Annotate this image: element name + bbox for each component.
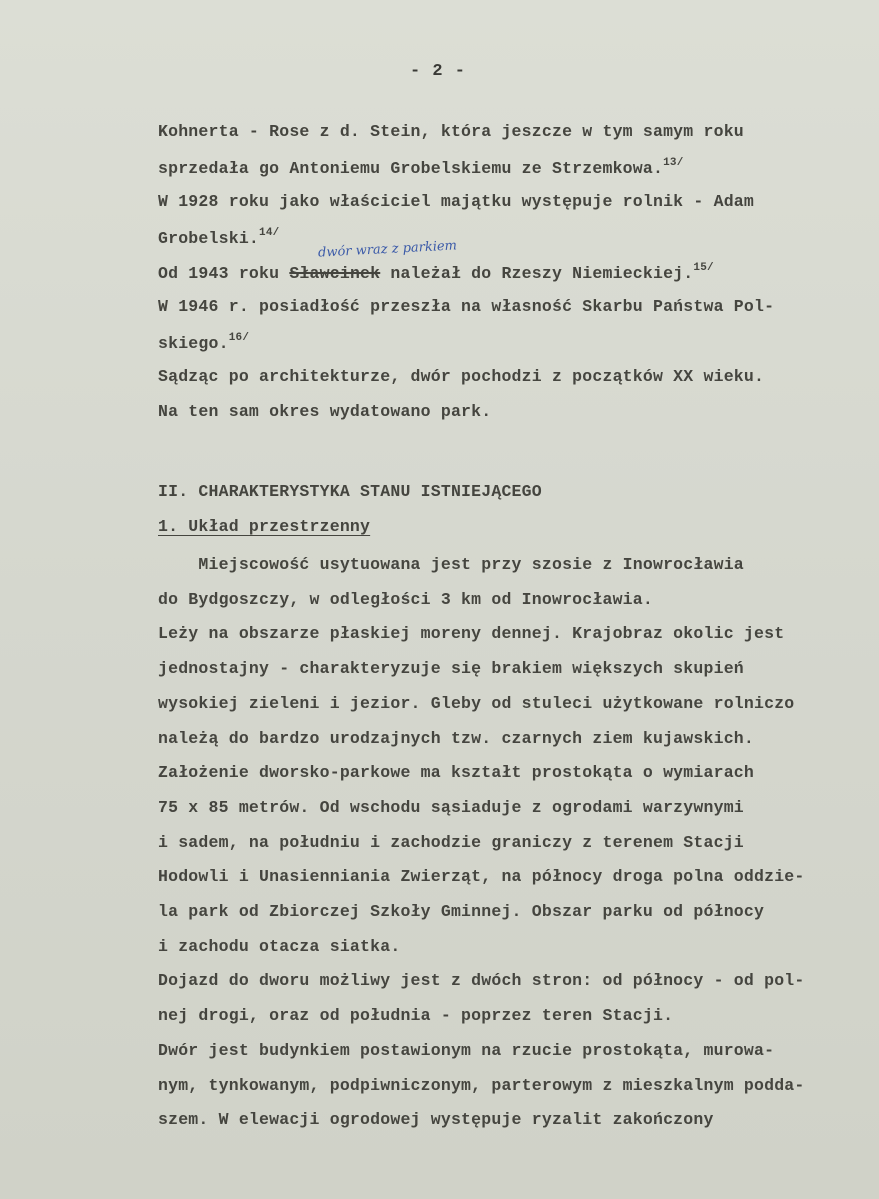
- text-line: W 1928 roku jako właściciel majątku występuje rolnik - Adam: [158, 192, 754, 211]
- text-line: Od 1943 roku Sławcinek należał do Rzeszy Niemieckiej.$^{15/}$: [158, 262, 714, 283]
- text-line: skiego.$^{16/}$: [158, 332, 250, 353]
- body-line: Założenie dworsko-parkowe ma kształt prostokąta o wymiarach: [158, 763, 754, 783]
- text-line: Grobelski.$^{14/}$: [158, 227, 280, 248]
- section-heading: II. CHARAKTERYSTYKA STANU ISTNIEJĄCEGO: [158, 482, 542, 501]
- body-line: i sadem, na południu i zachodzie graniczy z terenem Stacji: [158, 832, 744, 852]
- handwritten-insert: dwór wraz z parkiem: [317, 238, 458, 261]
- footnote-ref: 14/: [259, 227, 280, 239]
- body-line: nej drogi, oraz od południa - poprzez teren Stacji.: [158, 1006, 674, 1026]
- body-line: Hodowli i Unasienniania Zwierząt, na północy droga polna oddzie-: [158, 867, 805, 887]
- body-line: nym, tynkowanym, podpiwniczonym, parterowym z mieszkalnym podda-: [158, 1075, 805, 1095]
- subsection-heading: 1. Układ przestrzenny: [158, 517, 371, 536]
- body-line: la park od Zbiorczej Szkoły Gminnej. Obszar parku od północy: [158, 902, 765, 921]
- text-line: W 1946 r. posiadłość przeszła na własność Skarbu Państwa Pol-: [158, 297, 775, 316]
- body-line: Dwór jest budynkiem postawionym na rzucie prostokąta, murowa-: [158, 1040, 775, 1060]
- footnote-ref: 13/: [663, 157, 684, 169]
- body-line: i zachodu otacza siatka.: [158, 936, 401, 956]
- body-line: jednostajny - charakteryzuje się brakiem większych skupień: [158, 659, 744, 679]
- footnote-ref: 16/: [228, 332, 250, 344]
- text-line: Sądząc po architekturze, dwór pochodzi z początków XX wieku.: [158, 367, 765, 386]
- page-number: - 2 -: [410, 62, 467, 81]
- body-line: Leży na obszarze płaskiej moreny dennej. Krajobraz okolic jest: [158, 624, 785, 644]
- footnote-ref: 15/: [693, 262, 714, 274]
- text-line: Kohnerta - Rose z d. Stein, która jeszcze w tym samym roku: [158, 122, 744, 141]
- text-line: Na ten sam okres wydatowano park.: [158, 402, 492, 421]
- body-line: Dojazd do dworu możliwy jest z dwóch stron: od północy - od pol-: [158, 971, 805, 991]
- body-line: wysokiej zieleni i jezior. Gleby od stuleci użytkowane rolniczo: [158, 693, 795, 713]
- body-line: do Bydgoszczy, w odległości 3 km od Inowrocławia.: [158, 589, 653, 609]
- body-line: 75 x 85 metrów. Od wschodu sąsiaduje z ogrodami warzywnymi: [158, 797, 744, 817]
- body-line: należą do bardzo urodzajnych tzw. czarnych ziem kujawskich.: [158, 728, 754, 748]
- text-line: sprzedała go Antoniemu Grobelskiemu ze Strzemkowa.$^{13/}$: [158, 157, 684, 178]
- body-line: szem. W elewacji ogrodowej występuje ryzalit zakończony: [158, 1110, 714, 1130]
- struck-text: Sławcinek: [289, 264, 381, 283]
- body-line: Miejscowość usytuowana jest przy szosie z Inowrocławia: [158, 555, 744, 574]
